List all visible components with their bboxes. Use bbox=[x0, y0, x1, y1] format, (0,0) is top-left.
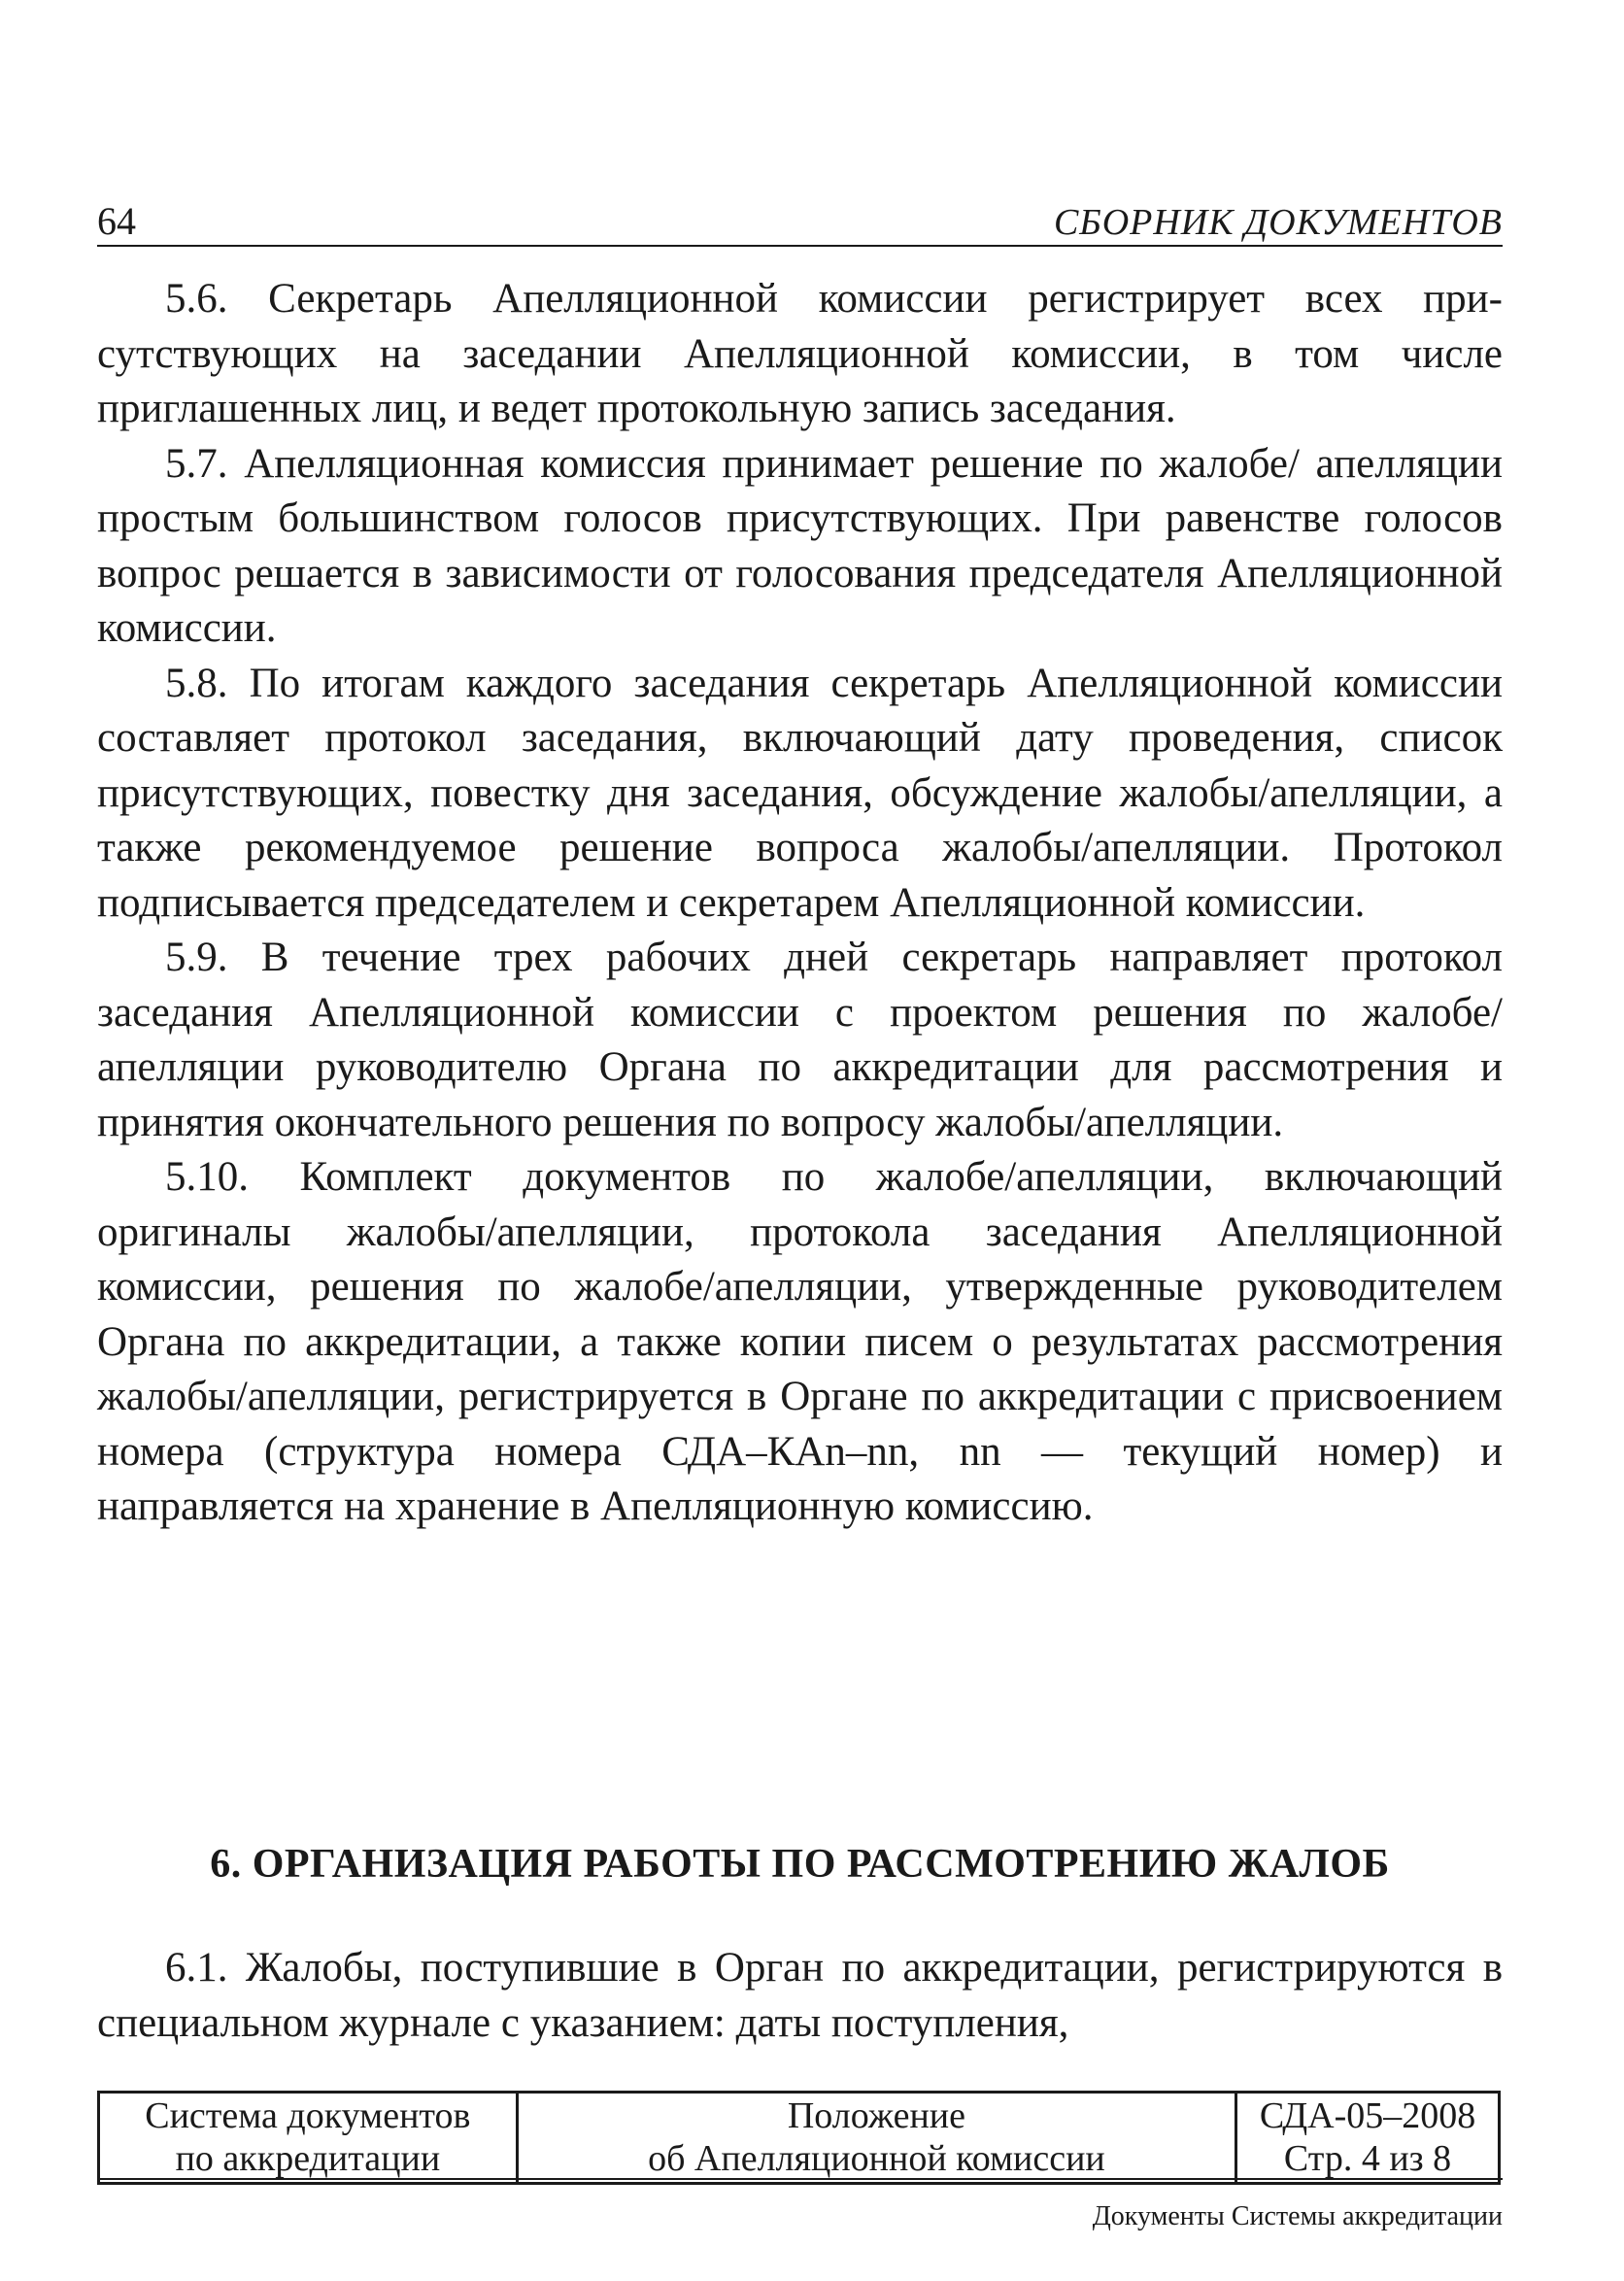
paragraph-5-7: 5.7. Апелляционная комиссия принимает решение по жалобе/ апелляции простым большинством голосов присутствующих. При равенстве голосов вопрос решается в зависимости от голосования председателя Апелляционной комиссии. bbox=[97, 440, 1503, 651]
paragraph-6-1: 6.1. Жалобы, поступившие в Орган по аккредитации, регистрируются в специальном журнале с указанием: даты поступления, bbox=[97, 1945, 1503, 2046]
footer-rule bbox=[97, 2178, 1503, 2180]
doc-system-line-2: по аккредитации bbox=[175, 2137, 441, 2179]
running-head bbox=[97, 190, 1503, 247]
doc-system-line-1: Система документов bbox=[145, 2095, 471, 2136]
section-6-text bbox=[97, 1941, 1503, 2051]
section-heading: 6. ОРГАНИЗАЦИЯ РАБОТЫ ПО РАССМОТРЕНИЮ ЖАЛОБ bbox=[210, 1842, 1390, 1887]
paragraph-5-6: 5.6. Секретарь Апелляционной комиссии регистрирует всех присутствующих на заседании Апелляционной комиссии, в том числе приглашенных лиц, и ведет протокольную запись заседания. bbox=[97, 276, 1503, 431]
doc-title-cell bbox=[517, 2093, 1235, 2184]
doc-page-count: Стр. 4 из 8 bbox=[1283, 2137, 1452, 2179]
paragraph-5-10: 5.10. Комплект документов по жалобе/апелляции, включающий оригиналы жалобы/апелляции, протокола заседания Апелляционной комиссии, решения по жалобе/апелляции, утвержденные руководителем Органа по аккредитации, а также копии писем о результатах рассмотрения жалобы/апелляции, регистрируется в Органе по аккредитации с присвоением номера (структура номера СДА–КАn–nn, nn — текущий номер) и направляется на хранение в Апелляционную комиссию. bbox=[97, 1154, 1503, 1529]
paragraph-5-9: 5.9. В течение трех рабочих дней секретарь направляет протокол заседания Апелляционной комиссии с проектом решения по жалобе/апелляции руководителю Органа по аккредитации для рассмотрения и принятия окончательного решения по вопросу жалобы/апелляции. bbox=[97, 935, 1503, 1145]
collection-title: СБОРНИК ДОКУМЕНТОВ bbox=[1053, 202, 1503, 243]
doc-system-cell bbox=[99, 2093, 518, 2184]
footer-note: Документы Системы аккредитации bbox=[1092, 2201, 1503, 2231]
body-text bbox=[97, 272, 1503, 1535]
page-number: 64 bbox=[97, 199, 136, 243]
doc-code-cell bbox=[1236, 2093, 1500, 2184]
doc-title-line-2: об Апелляционной комиссии bbox=[648, 2137, 1105, 2179]
document-control-box bbox=[97, 2091, 1501, 2185]
doc-title-line-1: Положение bbox=[787, 2095, 965, 2136]
doc-code: СДА-05–2008 bbox=[1259, 2095, 1476, 2136]
paragraph-5-8: 5.8. По итогам каждого заседания секретарь Апелляционной комиссии составляет протокол заседания, включающий дату проведения, список присутствующих, повестку дня заседания, обсуждение жалобы/апелляции, а также рекомендуемое решение вопроса жалобы/апелляции. Протокол подписывается председателем и секретарем Апелляционной комиссии. bbox=[97, 660, 1503, 926]
